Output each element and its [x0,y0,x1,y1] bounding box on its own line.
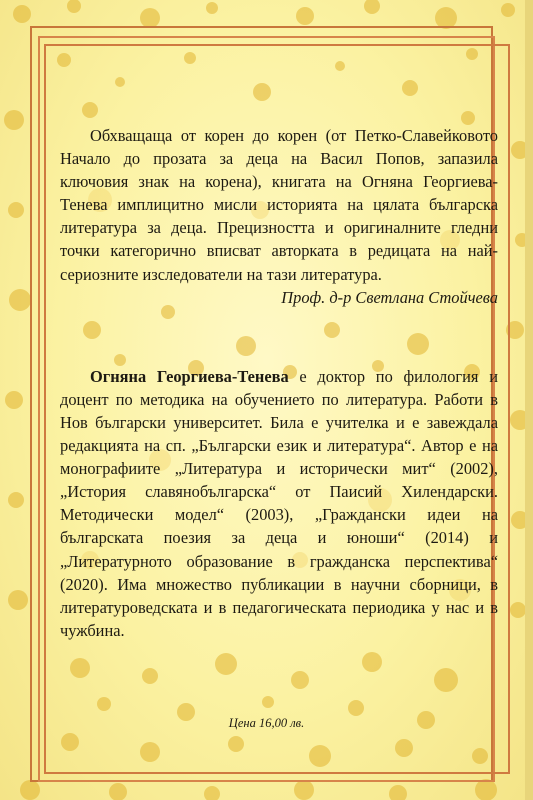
author-bio-text: е доктор по филология и доцент по методика на обучението по литература. Работи в Нов български университет. Била е учителка и е завеждала редакцията на сп. „Български език и литература“. Автор е на монографиите „Литература и исторически мит“ (2002), „История славянобългарска“ от Паисий Хилендарски. Методически модел“ (2003), „Граждански идеи на българската поезия за деца и юноши“ (2014) и „Литературното образование в гражданска перспектива“ (2020). Има множество публикации в научни сборници, в литературоведската и в педагогическата периодика у нас и в чужбина. [60,366,498,640]
back-cover-text [60,124,498,642]
price-label: Цена 16,00 лв. [228,716,305,730]
author-name: Огняна Георгиева-Тенева [90,366,289,386]
author-bio [60,365,498,642]
review-author: Проф. д-р Светлана Стойчева [281,287,498,307]
book-edge [525,0,533,800]
review-quote: Обхващаща от корен до корен (от Петко-Славейковото Начало до прозата за деца на Васил Попов, запазила ключовия знак на корена), книгата на Огняна Георгиева-Тенева имплицитно мисли историята на цялата българска литература за деца. Прецизността и оригиналните гледни точки категорично вписват авторката в редицата на най-сериозните изследователи на тази литература. [60,126,498,284]
